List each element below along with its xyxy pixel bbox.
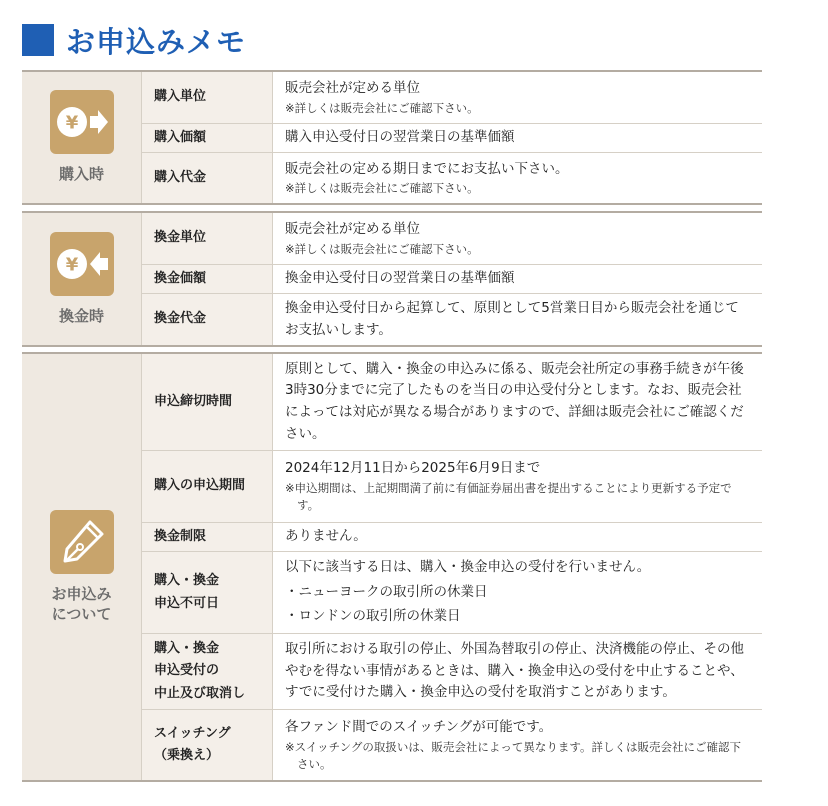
row-head: 換金代金 [142, 294, 273, 345]
row-cell [273, 265, 762, 293]
cell-text: 原則として、購入・換金の申込みに係る、販売会社所定の事務手続きが午後3時30分までに完了したものを当日の申込受付分とします。なお、販売会社によっては対応が異なる場合がありますので、詳細は販売会社にご確認ください。 [285, 360, 744, 442]
row-head: 購入代金 [142, 153, 273, 203]
table-row [142, 72, 762, 124]
list-item: ・ロンドンの取引所の休業日 [285, 608, 461, 625]
row-cell [273, 213, 762, 264]
row-head: 購入単位 [142, 72, 273, 123]
application-label-line2: について [51, 605, 112, 623]
row-head-line2: 申込受付の [154, 663, 220, 679]
row-head-line1: スイッチング [154, 725, 231, 741]
table-row [142, 710, 762, 780]
row-cell [273, 634, 762, 709]
table-row [142, 451, 762, 523]
cell-text: 販売会社が定める単位 [285, 80, 420, 97]
purchase-section [22, 70, 762, 205]
title-square-icon [22, 24, 54, 56]
row-head: 購入価額 [142, 124, 273, 152]
cell-note: ※申込期間は、上記期間満了前に有価証券届出書を提出することにより更新する予定です。 [285, 481, 732, 513]
redemption-section [22, 211, 762, 347]
application-side [22, 354, 142, 780]
fountain-pen-icon [50, 510, 114, 574]
table-row [142, 634, 762, 710]
row-cell [273, 153, 762, 203]
table-row [142, 354, 762, 451]
table-row [142, 294, 762, 345]
row-head-line3: 中止及び取消し [154, 685, 246, 701]
row-head: 換金制限 [142, 523, 273, 551]
row-head-line2: 申込不可日 [154, 595, 220, 611]
application-section [22, 352, 762, 782]
cell-note: ※詳しくは販売会社にご確認下さい。 [285, 181, 479, 196]
list-item: ・ニューヨークの取引所の休業日 [285, 583, 488, 600]
row-cell [273, 451, 762, 522]
svg-text:¥: ¥ [65, 254, 78, 276]
application-label [51, 584, 111, 625]
application-label-line1: お申込み [51, 584, 112, 603]
row-cell [273, 710, 762, 780]
redemption-rows [142, 213, 762, 345]
cell-text: 各ファンド間でのスイッチングが可能です。 [285, 718, 553, 735]
purchase-rows [142, 72, 762, 203]
purchase-label: 購入時 [58, 165, 104, 184]
application-rows [142, 354, 762, 780]
cell-text: 2024年12月11日から2025年6月9日まで [285, 460, 541, 477]
table-row [142, 124, 762, 153]
row-cell [273, 552, 762, 633]
cell-note: ※詳しくは販売会社にご確認下さい。 [285, 100, 479, 115]
row-head [142, 634, 273, 709]
row-head: 購入の申込期間 [142, 451, 273, 522]
row-cell [273, 523, 762, 551]
page-title: お申込みメモ [66, 24, 247, 59]
table-row [142, 265, 762, 294]
cell-text: 販売会社が定める単位 [285, 221, 420, 238]
cell-note: ※詳しくは販売会社にご確認下さい。 [285, 241, 479, 256]
row-head-line2: （乗換え） [154, 748, 220, 763]
row-cell [273, 354, 762, 450]
yen-arrow-right-icon [50, 90, 114, 154]
row-head [142, 552, 273, 633]
yen-arrow-left-icon [50, 232, 114, 296]
table-row [142, 153, 762, 203]
svg-text:¥: ¥ [65, 112, 78, 134]
cell-text: 販売会社の定める期日までにお支払い下さい。 [285, 160, 569, 177]
page-title-block [22, 18, 246, 62]
table-row [142, 552, 762, 634]
cell-note: ※スイッチングの取扱いは、販売会社によって異なります。詳しくは販売会社にご確認下さい。 [285, 739, 741, 771]
cell-text: 取引所における取引の停止、外国為替取引の停止、決済機能の停止、その他やむを得ない事情があるときは、購入・換金申込の受付を中止することや、すでに受付けた購入・換金申込の受付を取消すことがあります。 [285, 641, 744, 701]
cell-text: 換金申込受付日の翌営業日の基準価額 [285, 270, 515, 287]
cell-text: 購入申込受付日の翌営業日の基準価額 [285, 129, 515, 146]
table-row [142, 523, 762, 552]
row-head-line1: 購入・換金 [154, 641, 220, 657]
redemption-label: 換金時 [58, 306, 104, 325]
redemption-side [22, 213, 142, 345]
table-row [142, 213, 762, 265]
row-cell [273, 294, 762, 345]
cell-text: ありません。 [285, 528, 367, 545]
row-head: 換金単位 [142, 213, 273, 264]
row-head-line1: 購入・換金 [154, 573, 220, 589]
cell-text: 換金申込受付日から起算して、原則として5営業日目から販売会社を通じてお支払いします。 [285, 299, 739, 338]
purchase-side [22, 72, 142, 203]
cell-text: 以下に該当する日は、購入・換金申込の受付を行いません。 [285, 559, 651, 576]
row-head [142, 710, 273, 780]
row-cell [273, 72, 762, 123]
row-cell [273, 124, 762, 152]
row-head: 申込締切時間 [142, 354, 273, 450]
row-head: 換金価額 [142, 265, 273, 293]
